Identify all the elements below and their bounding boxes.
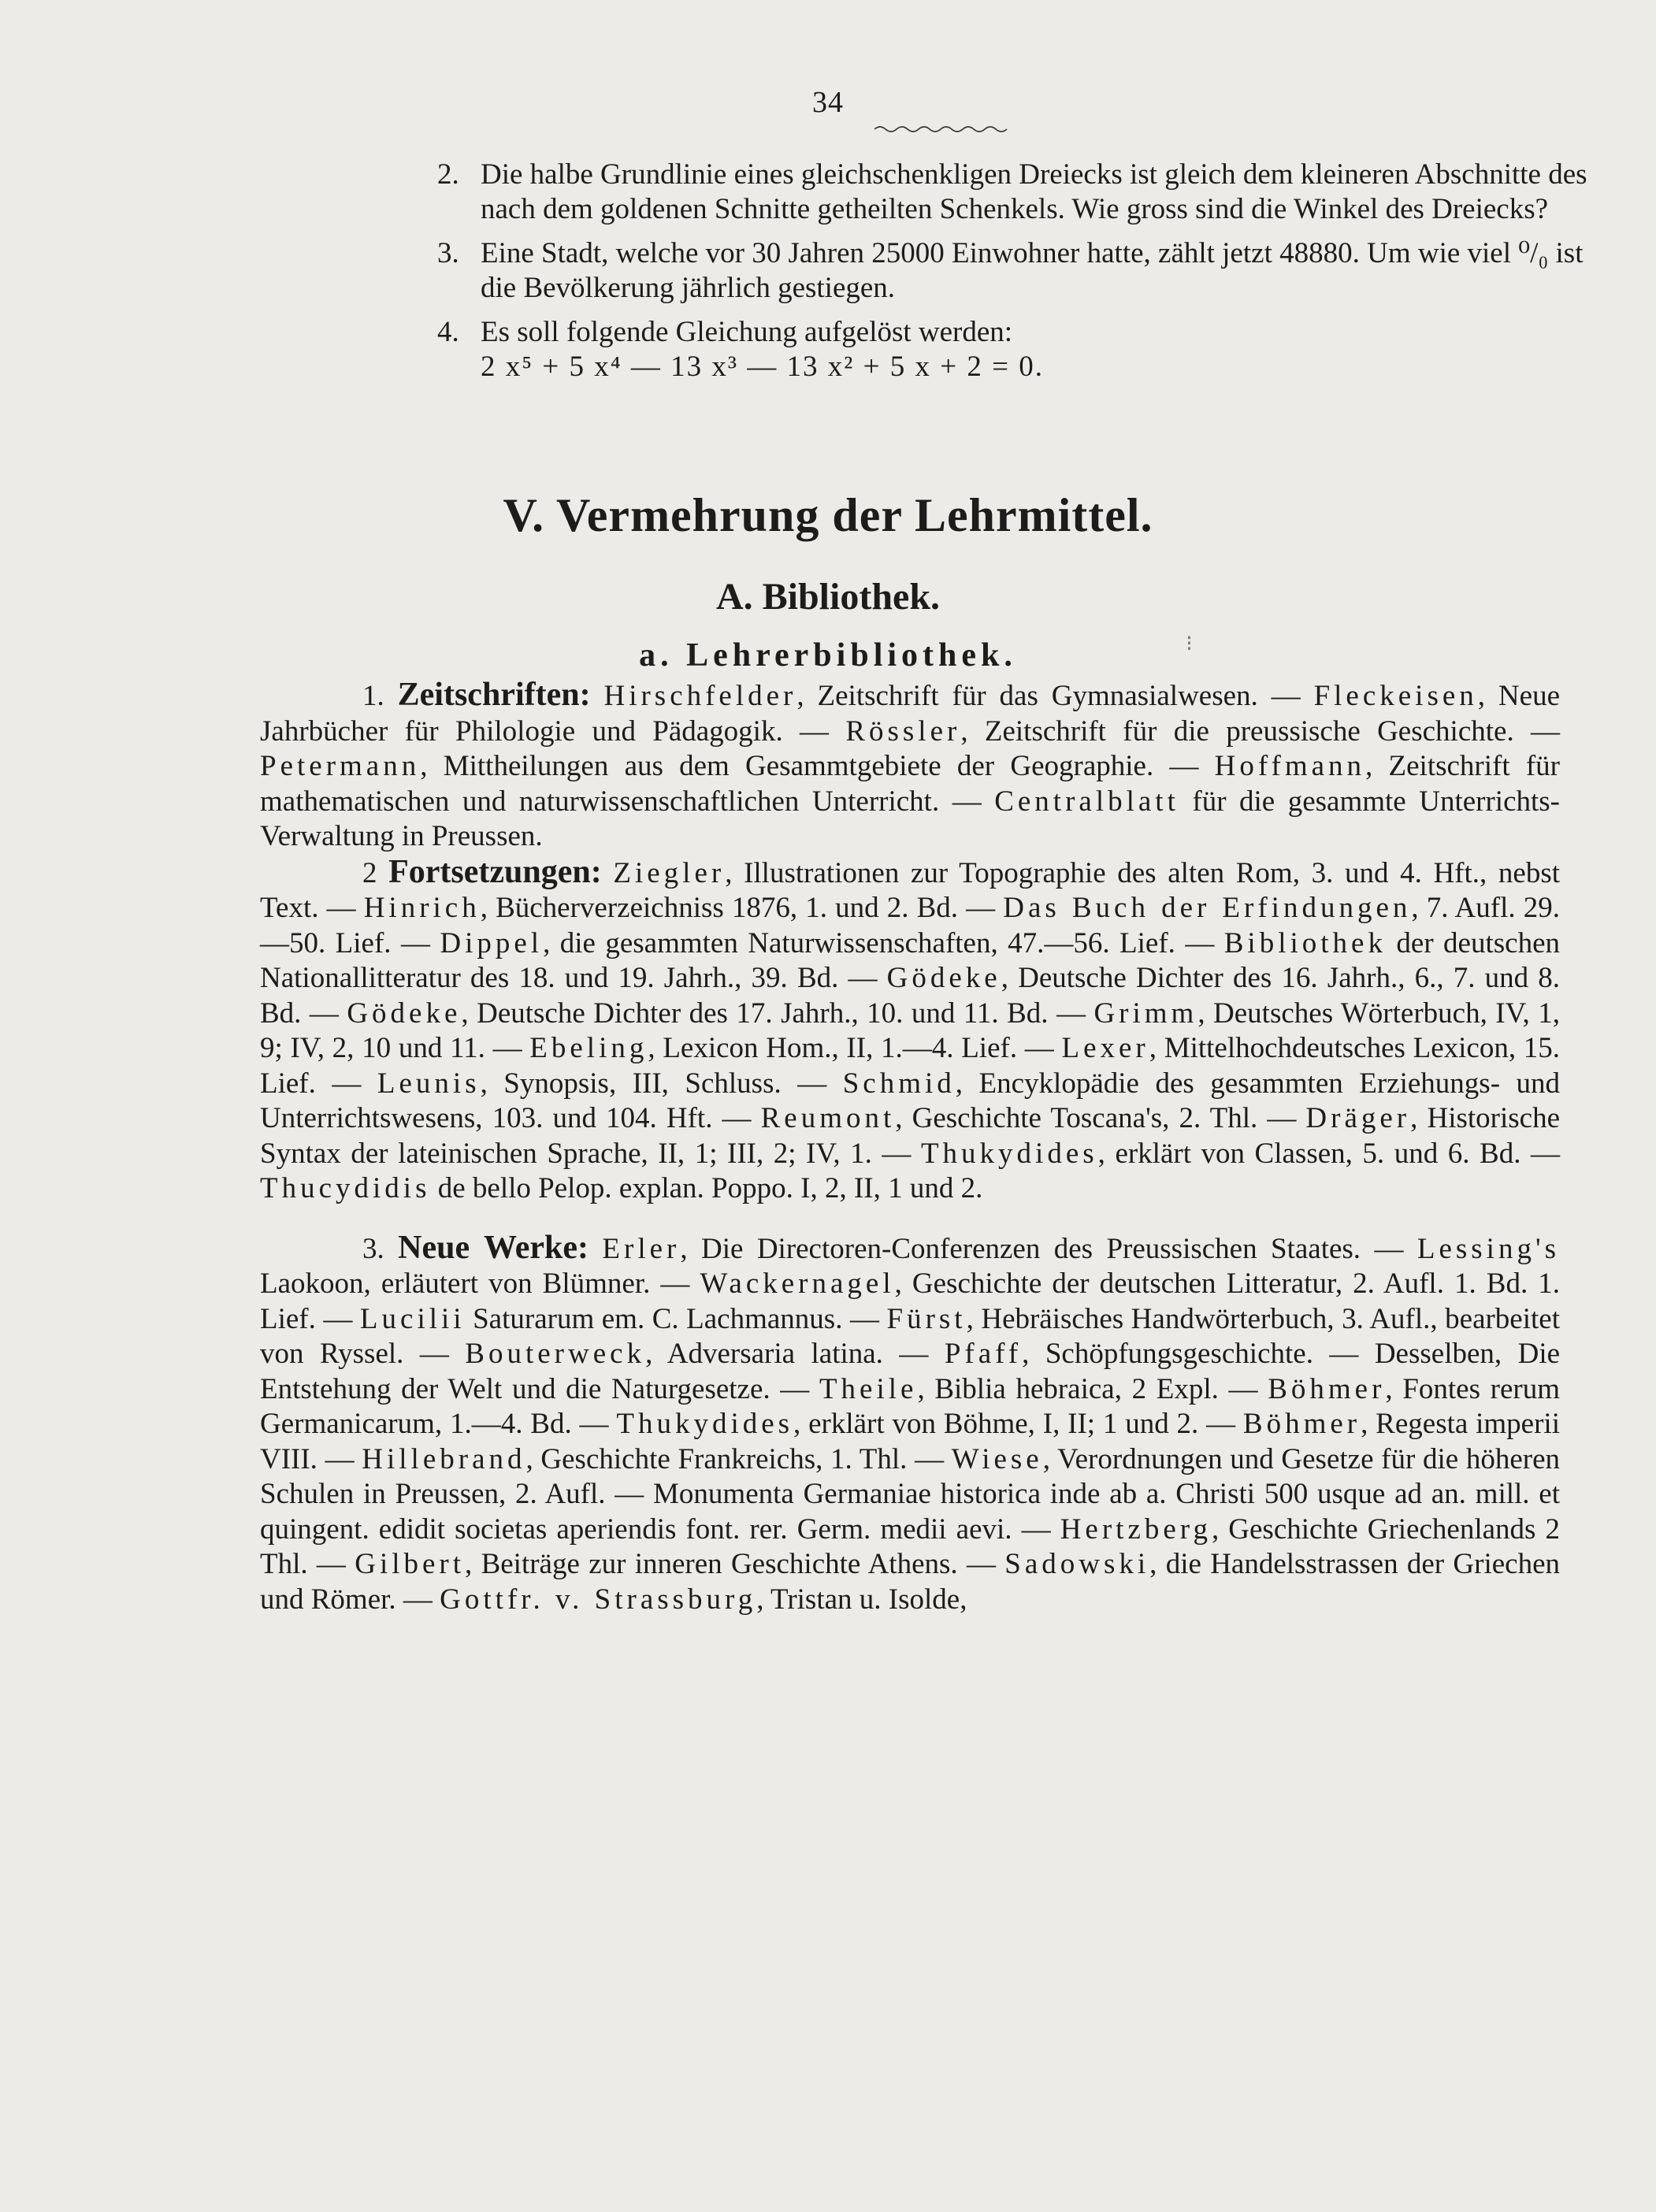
subsection-title: A. Bibliothek. — [715, 576, 941, 618]
entry-text: , Biblia hebraica, 2 Expl. — — [917, 1372, 1268, 1405]
entry-text: , Hebräisches Handwörterbuch, 3. Aufl., bearbeitet von Ryssel. — — [260, 1302, 1560, 1370]
entry-text: , Neue Jahrbücher für Philologie und Pädagogik. — — [260, 680, 1560, 748]
author-name: Wackernagel — [700, 1267, 895, 1300]
author-name: Gilbert — [355, 1548, 466, 1580]
author-name: Rössler — [845, 714, 961, 748]
paragraph-fortsetzungen — [260, 855, 1560, 1207]
author-name: Theile — [819, 1372, 918, 1405]
author-name: Lessing's — [1417, 1232, 1561, 1265]
entry-text: Saturarum em. C. Lachmannus. — — [465, 1302, 887, 1335]
author-name: Schmid — [842, 1067, 956, 1100]
author-name: Thucydidis — [260, 1172, 431, 1204]
entry-text: , Encyklopädie des gesammten Erziehungs- und Unterrichtswesens, 103. und 104. Hft. — — [260, 1067, 1561, 1134]
problem-text: Es soll folgende Gleichung aufgelöst werden: — [481, 316, 1013, 348]
author-name: Centralblatt — [994, 785, 1179, 818]
author-name: Böhmer — [1268, 1372, 1386, 1405]
author-name: Petermann — [260, 750, 421, 782]
author-name: Hertzberg — [1060, 1512, 1212, 1546]
author-name: Das Buch der Erfindungen — [1003, 892, 1412, 924]
entry-text: , Tristan u. Isolde, — [756, 1583, 967, 1616]
paragraph-number: 1. — [362, 680, 384, 712]
author-name: Gödeke — [886, 962, 1001, 994]
entry-text: , 7. Aufl. 29.—50. Lief. — — [260, 892, 1560, 959]
paragraph-number: 3. — [362, 1232, 384, 1265]
entry-text: , Zeitschrift für das Gymnasialwesen. — — [796, 680, 1314, 712]
author-name: Hinrich — [363, 892, 481, 924]
author-name: Reumont — [760, 1102, 896, 1134]
entry-text: , Geschichte Toscana's, 2. Thl. — — [895, 1102, 1306, 1134]
entry-text: , Adversaria latina. — — [645, 1338, 945, 1370]
library-list — [260, 677, 1560, 1617]
paragraph-label: Neue Werke: — [398, 1229, 589, 1266]
paragraph-number: 2 — [362, 856, 377, 889]
entry-text: , die gesammten Naturwissenschaften, 47.—56. Lief. — — [543, 926, 1224, 959]
problem-number: 2. — [437, 158, 459, 191]
paragraph-zeitschriften — [260, 677, 1560, 855]
author-name: Hoffmann — [1214, 750, 1366, 782]
author-name: Bouterweck — [465, 1338, 646, 1370]
page-number: 34 — [812, 86, 844, 119]
author-name: Erler — [602, 1232, 681, 1265]
section-title: V. Vermehrung der Lehrmittel. — [503, 489, 1153, 541]
entry-text: , Schöpfungsgeschichte. — Desselben, Die Entstehung der Welt und die Naturgesetze. — — [260, 1338, 1561, 1405]
entry-text: , Historische Syntax der lateinischen Sprache, II, 1; III, 2; IV, 1. — — [260, 1102, 1560, 1170]
entry-text: , erklärt von Böhme, I, II; 1 und 2. — — [793, 1408, 1243, 1440]
author-name: Wiese — [951, 1442, 1043, 1475]
author-name: Lexer — [1061, 1032, 1149, 1064]
author-name: Bibliothek — [1223, 926, 1387, 959]
entry-text: , Illustrationen zur Topographie des alten Rom, 3. und 4. Hft., nebst Text. — — [260, 856, 1560, 924]
entry-text: , Fontes rerum Germanicarum, 1.—4. Bd. — — [260, 1372, 1560, 1440]
problem-number: 3. — [437, 237, 459, 269]
entry-text: , Verordnungen und Gesetze für die höheren Schulen in Preussen, 2. Aufl. — Monumenta Germaniae historica inde ab a. Christi 500 usque ad an. mill. et quingent. edidit societas aperiendis font. rer. Germ. medii aevi. — — [260, 1442, 1560, 1546]
equation: 2 x⁵ + 5 x⁴ — 13 x³ — 13 x² + 5 x + 2 = 0. — [481, 351, 1044, 383]
entry-text: , Die Directoren-Conferenzen des Preussischen Staates. — — [680, 1232, 1417, 1265]
author-name: Thukydides — [616, 1408, 794, 1440]
problem-item — [437, 158, 1587, 227]
author-name: Fleckeisen — [1313, 680, 1478, 712]
problem-item — [437, 236, 1587, 306]
problem-item — [437, 315, 1587, 384]
author-name: Thukydides — [920, 1137, 1098, 1170]
entry-text: der deutschen Nationallitteratur des 18. und 19. Jahrh., 39. Bd. — — [260, 926, 1560, 994]
author-name: Pfaff — [944, 1338, 1023, 1370]
entry-text: , Deutsche Dichter des 17. Jahrh., 10. und 11. Bd. — — [461, 997, 1094, 1030]
entry-text: , Geschichte Frankreichs, 1. Thl. — — [525, 1442, 952, 1475]
entry-text: de bello Pelop. explan. Poppo. I, 2, II, 1 und 2. — [430, 1172, 983, 1204]
author-name: Hirschfelder — [603, 680, 797, 712]
author-name: Hillebrand — [362, 1442, 526, 1475]
paragraph-label: Zeitschriften: — [397, 677, 591, 713]
entry-text: für die gesammte Unterrichts-Verwaltung in Preussen. — [260, 785, 1560, 852]
author-name: Fürst — [886, 1302, 967, 1335]
entry-text: , Regesta imperii VIII. — — [260, 1408, 1560, 1475]
entry-text: , Deutsches Wörterbuch, IV, 1, 9; IV, 2, 10 und 11. — — [260, 997, 1560, 1064]
author-name: Gottfr. v. Strassburg — [440, 1583, 757, 1616]
author-name: Leunis — [377, 1067, 481, 1100]
author-name: Sadowski — [1004, 1548, 1150, 1580]
entry-text: , Deutsche Dichter des 16. Jahrh., 6., 7. und 8. Bd. — — [260, 962, 1560, 1030]
entry-text: , Mittheilungen aus dem Gesammtgebiete der Geographie. — — [420, 750, 1215, 782]
entry-text: , Zeitschrift für die preussische Geschichte. — — [960, 714, 1560, 748]
author-name: Ziegler — [613, 856, 726, 889]
problem-text: Eine Stadt, welche vor 30 Jahren 25000 Einwohner hatte, zählt jetzt 48880. Um wie viel ⁰/₀ ist die Bevölkerung jährlich gestiegen. — [481, 237, 1584, 304]
author-name: Ebeling — [529, 1032, 648, 1064]
entry-text: , Zeitschrift für mathematischen und naturwissenschaftlichen Unterricht. — — [260, 750, 1560, 818]
author-name: Böhmer — [1242, 1408, 1361, 1440]
entry-text: , Bücherverzeichniss 1876, 1. und 2. Bd. — — [480, 892, 1004, 924]
entry-text: , Lexicon Hom., II, 1.—4. Lief. — — [648, 1032, 1062, 1064]
problem-text: Die halbe Grundlinie eines gleichschenkligen Dreiecks ist gleich dem kleineren Abschnitte des nach dem goldenen Schnitte getheilten Schenkels. Wie gross sind die Winkel des Dreiecks? — [481, 158, 1587, 225]
entry-text: , Geschichte der deutschen Litteratur, 2. Aufl. 1. Bd. 1. Lief. — — [260, 1267, 1560, 1335]
subsubsection-title: a. Lehrerbibliothek. — [639, 637, 1017, 674]
author-name: Dräger — [1305, 1102, 1411, 1134]
stray-mark: ⁝ — [1186, 632, 1193, 656]
page-number-ornament — [874, 124, 1008, 134]
entry-text: , Mittelhochdeutsches Lexicon, 15. Lief. — — [260, 1032, 1561, 1100]
paragraph-label: Fortsetzungen: — [388, 853, 602, 890]
paragraph-content — [260, 857, 1560, 1205]
paragraph-content — [260, 1233, 1560, 1616]
author-name: Grimm — [1093, 997, 1198, 1030]
problem-number: 4. — [437, 316, 459, 348]
paragraph-neue-werke — [260, 1230, 1560, 1618]
entry-text: , die Handelsstrassen der Griechen und Römer. — — [260, 1548, 1560, 1616]
entry-text: , Synopsis, III, Schluss. — — [480, 1067, 843, 1100]
entry-text: , Beiträge zur inneren Geschichte Athens. — — [465, 1548, 1005, 1580]
author-name: Dippel — [440, 926, 544, 959]
author-name: Lucilii — [359, 1302, 466, 1335]
entry-text: , Geschichte Griechenlands 2 Thl. — — [260, 1512, 1560, 1580]
entry-text: Laokoon, erläutert von Blümner. — — [260, 1267, 700, 1300]
problem-list — [437, 158, 1587, 394]
entry-text: , erklärt von Classen, 5. und 6. Bd. — — [1097, 1137, 1560, 1170]
author-name: Gödeke — [347, 997, 462, 1030]
